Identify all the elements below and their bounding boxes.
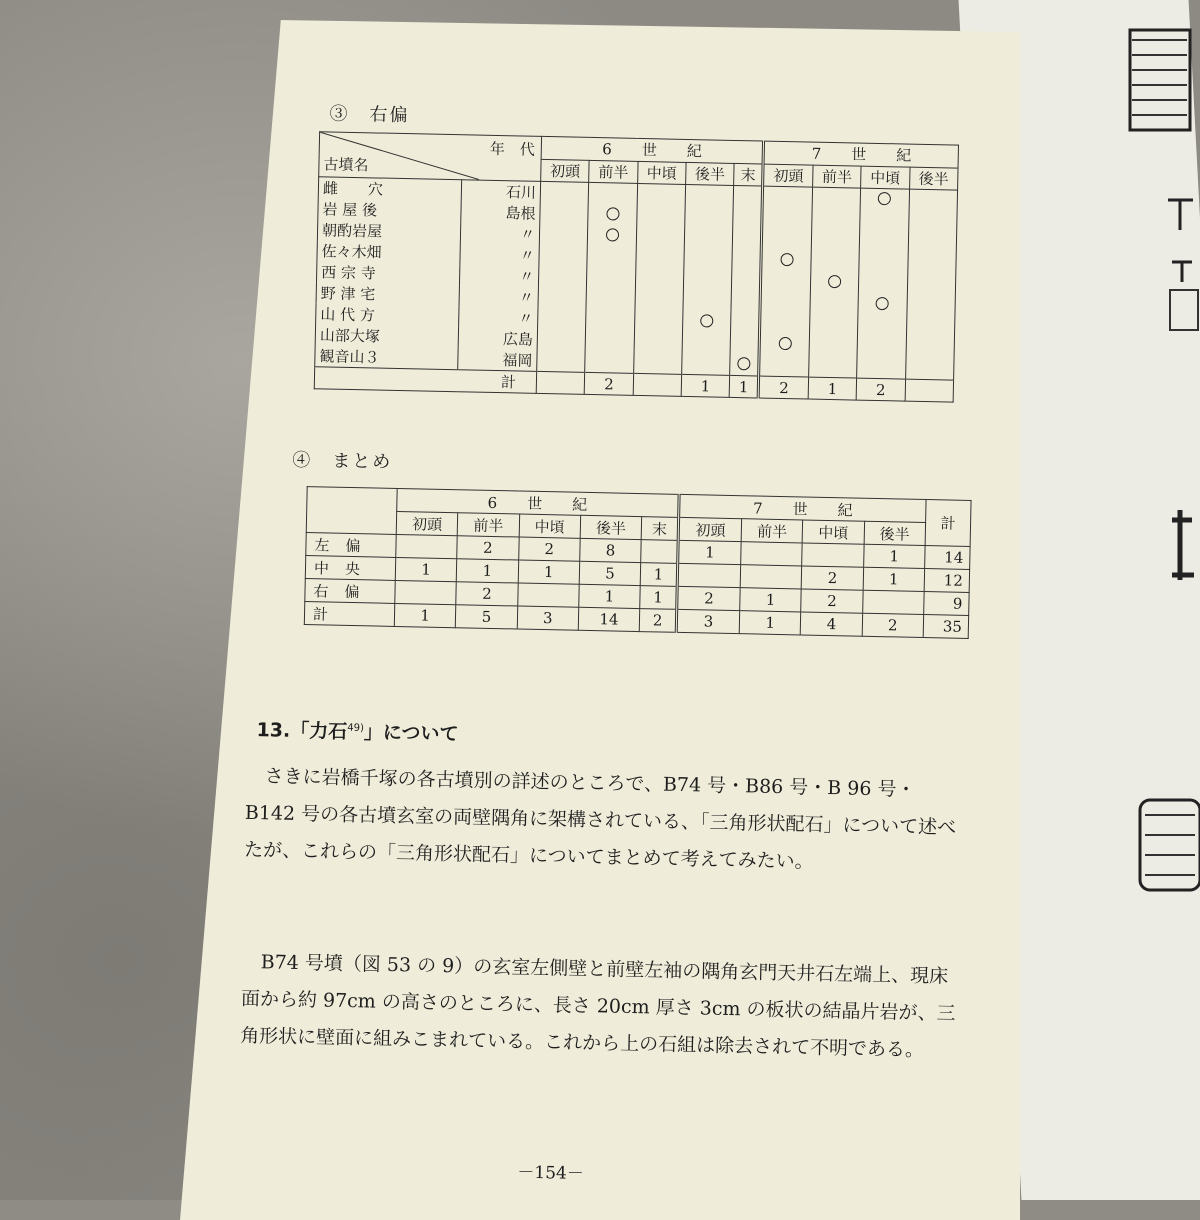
period-cell [810, 272, 859, 294]
period-cell [760, 313, 810, 335]
period-cell [636, 226, 685, 248]
period-cell [809, 356, 858, 379]
circle-mark [878, 191, 891, 204]
period-header: 初頭 [541, 159, 590, 183]
value-cell [741, 542, 803, 566]
value-cell [802, 543, 864, 567]
value-cell: 4 [801, 612, 863, 636]
paragraph-2: B74 号墳（図 53 の 9）の玄室左側壁と前壁左袖の隅角玄門天井石左端上、現床面から約 97cm の高さのところに、長さ 20cm 厚さ 3cm の板状の結晶片岩が、三角形状に壁面に組みこまれている。これから上の石組は除去されて不明である。 [239, 950, 956, 1062]
period-header: 前半 [813, 165, 862, 189]
right-bias-table [314, 131, 959, 402]
period-header: 初頭 [763, 164, 813, 188]
value-cell: 2 [518, 537, 580, 561]
period-cell [859, 273, 908, 295]
period-cell [909, 189, 958, 212]
period-header: 後半 [686, 162, 735, 186]
period-cell [635, 268, 684, 290]
period-cell [586, 309, 635, 331]
value-cell: 1 [863, 567, 925, 591]
period-cell [731, 312, 760, 334]
period-cell [540, 181, 589, 204]
prefecture: 〃 [460, 243, 539, 266]
period-cell [636, 247, 685, 269]
period-cell [588, 225, 637, 247]
period-cell [857, 357, 906, 380]
total-cell [536, 371, 585, 394]
value-cell [395, 580, 457, 604]
period-cell [906, 337, 955, 359]
period-cell [685, 184, 734, 207]
total-cell: 2 [585, 372, 634, 395]
circle-mark [828, 274, 841, 287]
period-cell [811, 230, 860, 252]
section-3-title: ③ 右偏 [329, 103, 410, 127]
period-cell [684, 248, 733, 270]
prefecture: 〃 [460, 222, 539, 245]
period-header: 前半 [458, 513, 520, 537]
summary-corner [306, 487, 397, 535]
row-total: 35 [923, 615, 968, 639]
value-cell: 1 [739, 611, 801, 635]
period-cell [860, 188, 909, 211]
circle-mark [876, 296, 889, 309]
period-cell [761, 250, 811, 272]
period-cell [907, 295, 956, 317]
page-number: －154－ [517, 1162, 585, 1185]
period-cell [858, 294, 907, 316]
circle-mark [605, 228, 618, 241]
period-cell [682, 332, 731, 354]
total-cell: 1 [729, 375, 758, 398]
sum-header: 計 [925, 500, 971, 547]
century-6-header: 6 世 紀 [541, 136, 764, 163]
row-total: 9 [924, 592, 969, 616]
period-cell [732, 270, 761, 292]
period-cell [762, 229, 812, 251]
period-header: 後半 [909, 167, 958, 191]
value-cell: 1 [678, 540, 742, 564]
period-cell [810, 314, 859, 336]
value-cell [862, 590, 924, 614]
value-cell: 2 [801, 589, 863, 613]
century-7-header: 7 世 紀 [679, 494, 926, 522]
value-cell [677, 563, 741, 587]
heading-text: 13.「力石 [256, 719, 348, 743]
value-cell: 1 [640, 586, 677, 610]
century-7-header: 7 世 紀 [763, 141, 958, 168]
value-cell: 1 [457, 559, 519, 583]
row-label: 右偏 [305, 579, 395, 604]
period-cell [759, 334, 809, 356]
period-cell [906, 316, 955, 338]
period-cell [858, 315, 907, 337]
period-cell [908, 232, 957, 254]
value-cell: 1 [395, 557, 457, 581]
period-cell [733, 185, 762, 207]
circle-mark [606, 207, 619, 220]
tomb-name: 山 代 方 [316, 303, 459, 327]
prefecture: 広島 [458, 327, 537, 350]
prefecture: 島根 [461, 201, 540, 224]
tomb-name: 佐々木畑 [317, 240, 460, 264]
value-cell: 1 [394, 603, 456, 627]
period-cell [683, 311, 732, 333]
period-cell [730, 354, 759, 376]
circle-mark [738, 357, 751, 370]
page-content [237, 90, 990, 1205]
value-cell [396, 534, 458, 558]
period-header: 末 [641, 517, 678, 541]
period-cell [860, 231, 909, 253]
corner-header-top: 年 代 [489, 139, 536, 159]
period-cell [760, 292, 810, 314]
period-cell [539, 245, 588, 267]
period-cell [539, 224, 588, 246]
period-cell [634, 310, 683, 332]
value-cell: 2 [862, 613, 924, 637]
period-cell [540, 203, 589, 225]
period-cell [762, 186, 812, 209]
value-cell: 2 [677, 586, 741, 610]
period-cell [859, 252, 908, 274]
total-cell: 1 [681, 374, 730, 397]
value-cell: 2 [802, 566, 864, 590]
period-cell [683, 269, 732, 291]
total-cell [633, 373, 682, 396]
value-cell: 1 [518, 560, 580, 584]
prefecture: 福岡 [458, 348, 537, 371]
section-13-heading [256, 715, 458, 746]
prefecture: 石川 [461, 180, 540, 203]
period-cell [585, 351, 634, 374]
period-cell [811, 251, 860, 273]
period-cell [589, 182, 638, 205]
period-cell [809, 335, 858, 357]
value-cell: 3 [676, 609, 740, 633]
period-header: 後半 [580, 515, 642, 539]
row-label: 計 [304, 602, 394, 627]
total-cell: 2 [758, 376, 808, 399]
period-cell [733, 228, 762, 250]
value-cell [641, 540, 678, 564]
period-header: 初頭 [678, 517, 742, 541]
prefecture: 〃 [459, 285, 538, 308]
value-cell: 1 [640, 563, 677, 587]
period-cell [586, 330, 635, 352]
total-cell [905, 379, 954, 402]
value-cell: 2 [457, 536, 519, 560]
period-cell [537, 350, 586, 373]
value-cell: 5 [579, 561, 641, 585]
tomb-name: 山部大塚 [315, 324, 458, 348]
period-header: 中頃 [861, 166, 910, 190]
row-total: 14 [925, 546, 970, 570]
period-cell [537, 329, 586, 351]
circle-mark [780, 252, 793, 265]
period-cell [907, 274, 956, 296]
period-cell [634, 331, 683, 353]
period-cell [588, 204, 637, 226]
period-cell [762, 208, 812, 230]
period-cell [810, 293, 859, 315]
footnote-ref: 49) [347, 722, 365, 734]
period-cell [732, 249, 761, 271]
summary-table [304, 486, 972, 639]
period-cell [682, 353, 731, 376]
value-cell: 1 [740, 588, 802, 612]
corner-header-cell [319, 132, 542, 182]
period-cell [635, 289, 684, 311]
value-cell: 3 [517, 606, 579, 630]
tomb-name: 野 津 宅 [316, 282, 459, 306]
row-label: 中央 [305, 556, 395, 581]
circle-mark [778, 336, 791, 349]
period-header: 初頭 [396, 511, 458, 535]
tomb-name: 岩 屋 後 [318, 198, 461, 222]
period-cell [857, 336, 906, 358]
period-header: 中頃 [803, 520, 865, 544]
facing-page-illustrations [1120, 0, 1200, 1200]
century-6-header: 6 世 紀 [397, 488, 679, 517]
tomb-name: 雌 穴 [318, 177, 461, 201]
tomb-name: 観音山３ [315, 345, 458, 369]
value-cell [517, 583, 579, 607]
period-header: 前半 [741, 519, 803, 543]
period-cell [538, 308, 587, 330]
period-cell [586, 288, 635, 310]
paragraph-1: さきに岩橋千塚の各古墳別の詳述のところで、B74 号・B86 号・B 96 号・B142 号の各古墳玄室の両壁隅角に架構されている、「三角形状配石」について述べたが、これらの「三角形状配石」についてまとめて考えてみたい。 [243, 764, 957, 873]
period-cell [587, 246, 636, 268]
period-cell [683, 290, 732, 312]
period-cell [539, 266, 588, 288]
total-label: 計 [314, 367, 537, 394]
corner-header-bottom: 古墳名 [323, 155, 369, 175]
tomb-name: 西 宗 寺 [316, 261, 459, 285]
period-header: 中頃 [519, 514, 581, 538]
period-cell [907, 253, 956, 275]
tomb-name: 朝酌岩屋 [317, 219, 460, 243]
period-cell [538, 287, 587, 309]
value-cell [740, 565, 802, 589]
period-cell [860, 210, 909, 232]
value-cell: 1 [579, 584, 641, 608]
period-header: 末 [734, 163, 763, 186]
period-cell [685, 206, 734, 228]
period-cell [733, 207, 762, 229]
total-cell: 1 [808, 377, 857, 400]
value-cell: 14 [578, 607, 640, 631]
heading-text-end: 」について [363, 721, 459, 746]
period-cell [633, 352, 682, 375]
prefecture: 〃 [460, 264, 539, 287]
value-cell: 2 [639, 609, 676, 633]
period-cell [759, 355, 809, 378]
value-cell: 1 [863, 544, 925, 568]
period-cell [812, 209, 861, 231]
period-cell [636, 205, 685, 227]
period-cell [637, 183, 686, 206]
circle-mark [700, 314, 713, 327]
period-cell [761, 271, 811, 293]
row-total: 12 [924, 569, 969, 593]
row-label: 左偏 [306, 533, 396, 558]
total-cell: 2 [856, 378, 905, 401]
value-cell: 2 [456, 582, 518, 606]
period-cell [908, 211, 957, 233]
period-header: 前半 [589, 160, 638, 184]
section-4-title: ④ まとめ [292, 449, 393, 473]
period-cell [812, 187, 861, 210]
period-cell [731, 291, 760, 313]
period-cell [587, 267, 636, 289]
value-cell: 5 [456, 605, 518, 629]
prefecture: 〃 [459, 306, 538, 329]
period-header: 中頃 [637, 161, 686, 185]
period-cell [684, 227, 733, 249]
period-cell [730, 333, 759, 355]
value-cell: 8 [580, 538, 642, 562]
period-header: 後半 [864, 521, 926, 545]
period-cell [905, 358, 954, 381]
